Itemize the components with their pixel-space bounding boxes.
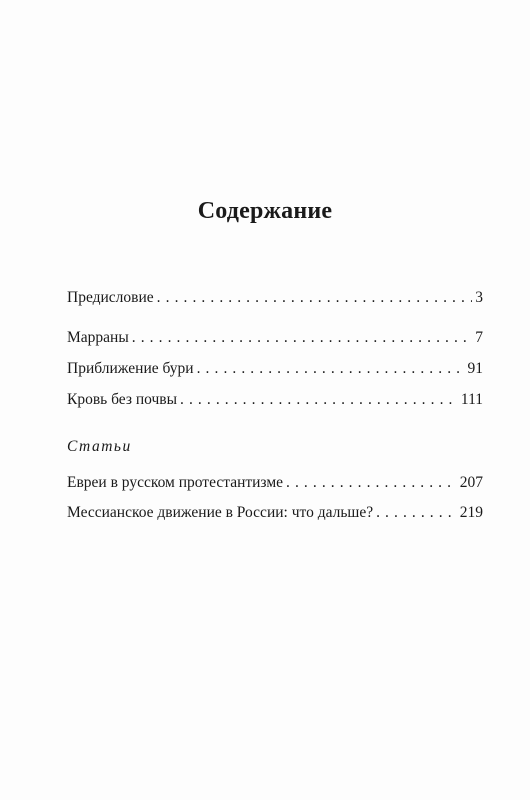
toc-entry-page: 3 [475,289,483,306]
toc-entry-label: Кровь без почвы [67,391,178,408]
dot-leader [286,473,457,493]
toc-entry [67,359,483,379]
toc-entry-page: 91 [467,360,483,377]
dot-leader [132,328,472,348]
toc-entry [67,288,483,308]
contents-title: Содержание [197,198,333,224]
dot-leader [157,288,473,308]
dot-leader [197,359,465,379]
toc-entry-label: Приближение бури [67,360,194,377]
dot-leader [180,390,458,410]
toc-entry-page: 219 [459,504,483,521]
section-heading: Статьи [67,438,132,455]
toc-entry-label: Предисловие [67,289,154,306]
toc-entry-page: 207 [459,474,483,491]
toc-entry [67,473,483,493]
toc-entry [67,503,483,523]
toc-entry [67,390,483,410]
toc-entry-page: 7 [475,329,483,346]
toc-entry-label: Мессианское движение в России: что дальше? [67,504,374,521]
dot-leader [376,503,457,523]
toc-entry-label: Евреи в русском протестантизме [67,474,284,491]
toc-entry-page: 111 [460,391,483,408]
toc-entry [67,328,483,348]
toc-entry-label: Марраны [67,329,129,346]
